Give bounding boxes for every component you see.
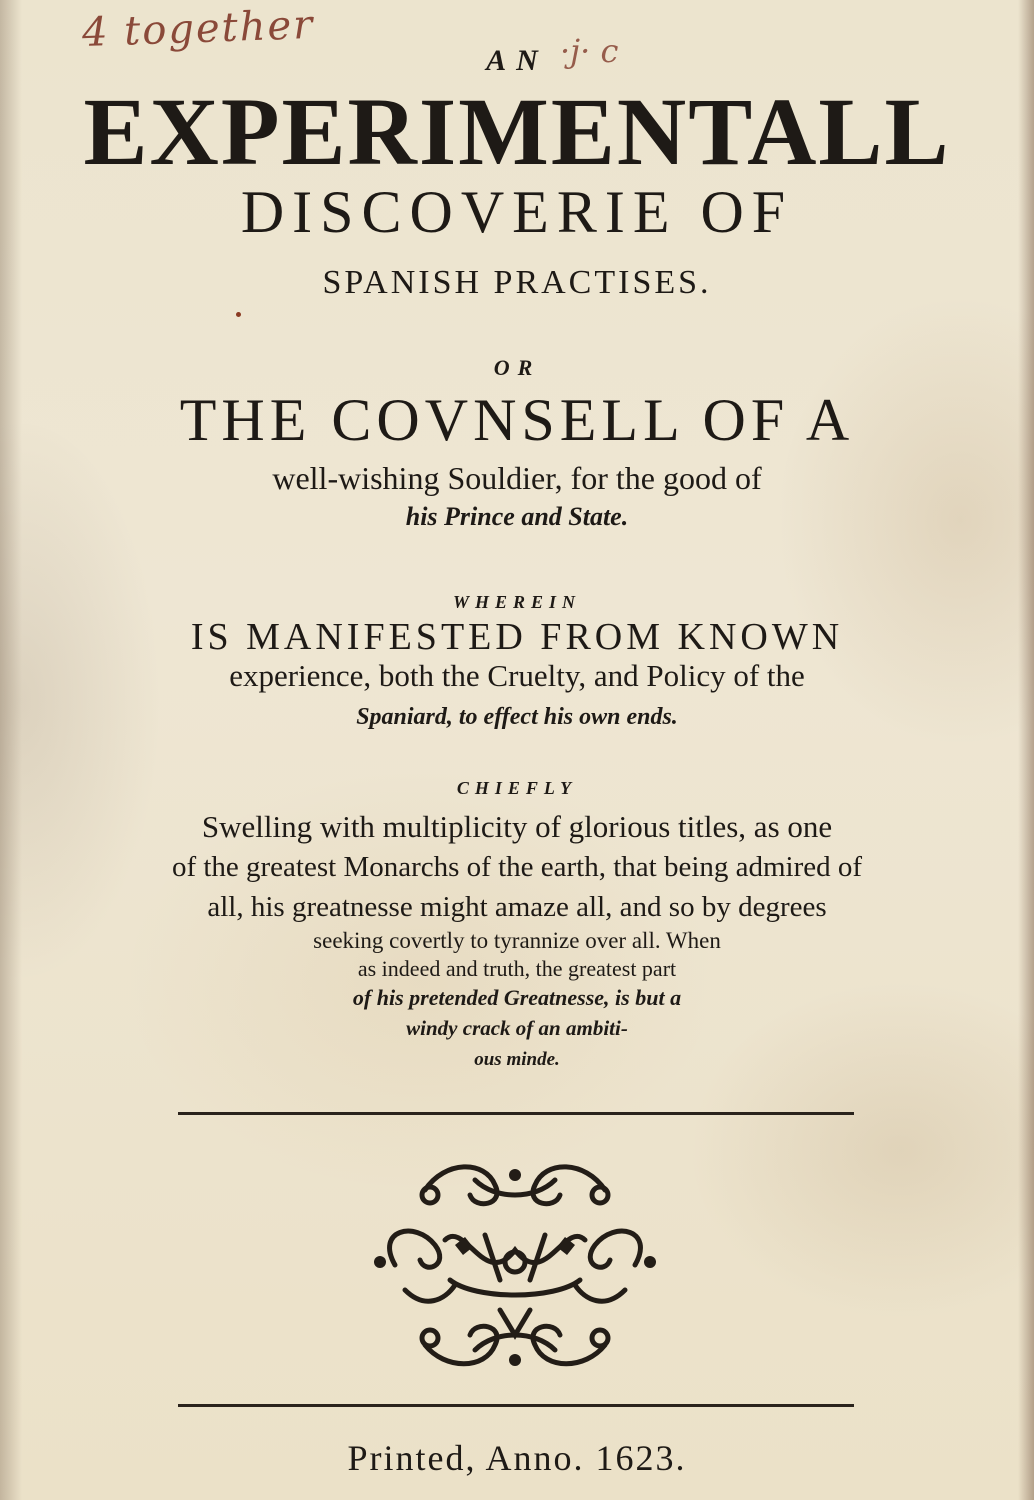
handwritten-mark: ·j· c bbox=[560, 32, 619, 70]
chiefly-line: ous minde. bbox=[474, 1049, 560, 1070]
alt-title-main: THE COVNSELL OF A bbox=[179, 387, 855, 453]
alt-title-or: OR bbox=[493, 355, 541, 380]
alt-title-line-2: well-wishing Souldier, for the good of bbox=[272, 460, 762, 496]
horizontal-rule-top bbox=[178, 1112, 854, 1115]
title-line-3: SPANISH PRACTISES. bbox=[322, 264, 712, 301]
chiefly-line: as indeed and truth, the greatest part bbox=[357, 956, 677, 981]
handwritten-note: 4 together bbox=[81, 1, 315, 57]
chiefly-line: Swelling with multiplicity of glorious titles, as one bbox=[201, 809, 833, 844]
chiefly-line: of his pretended Greatnesse, is but a bbox=[352, 985, 682, 1010]
title-line-2: DISCOVERIE OF bbox=[240, 179, 794, 245]
chiefly-heading: CHIEFLY bbox=[456, 778, 578, 798]
title-main: EXPERIMENTALL bbox=[83, 78, 951, 185]
imprint: Printed, Anno. 1623. bbox=[347, 1438, 687, 1478]
printers-ornament-icon bbox=[355, 1150, 675, 1380]
wherein-line-2: experience, both the Cruelty, and Policy of the bbox=[229, 658, 805, 693]
wherein-line-3: Spaniard, to effect his own ends. bbox=[356, 704, 678, 730]
title-an: AN bbox=[486, 44, 548, 77]
wherein-heading: WHEREIN bbox=[452, 592, 582, 612]
chiefly-line: windy crack of an ambiti- bbox=[406, 1016, 628, 1040]
chiefly-line: of the greatest Monarchs of the earth, that being admired of bbox=[171, 851, 863, 883]
ink-speck bbox=[236, 312, 241, 317]
chiefly-line: seeking covertly to tyrannize over all. When bbox=[313, 928, 721, 953]
alt-title-line-3: his Prince and State. bbox=[405, 502, 629, 531]
chiefly-line: all, his greatnesse might amaze all, and so by degrees bbox=[207, 891, 827, 923]
horizontal-rule-bottom bbox=[178, 1404, 854, 1407]
wherein-line-1: IS MANIFESTED FROM KNOWN bbox=[190, 616, 844, 658]
